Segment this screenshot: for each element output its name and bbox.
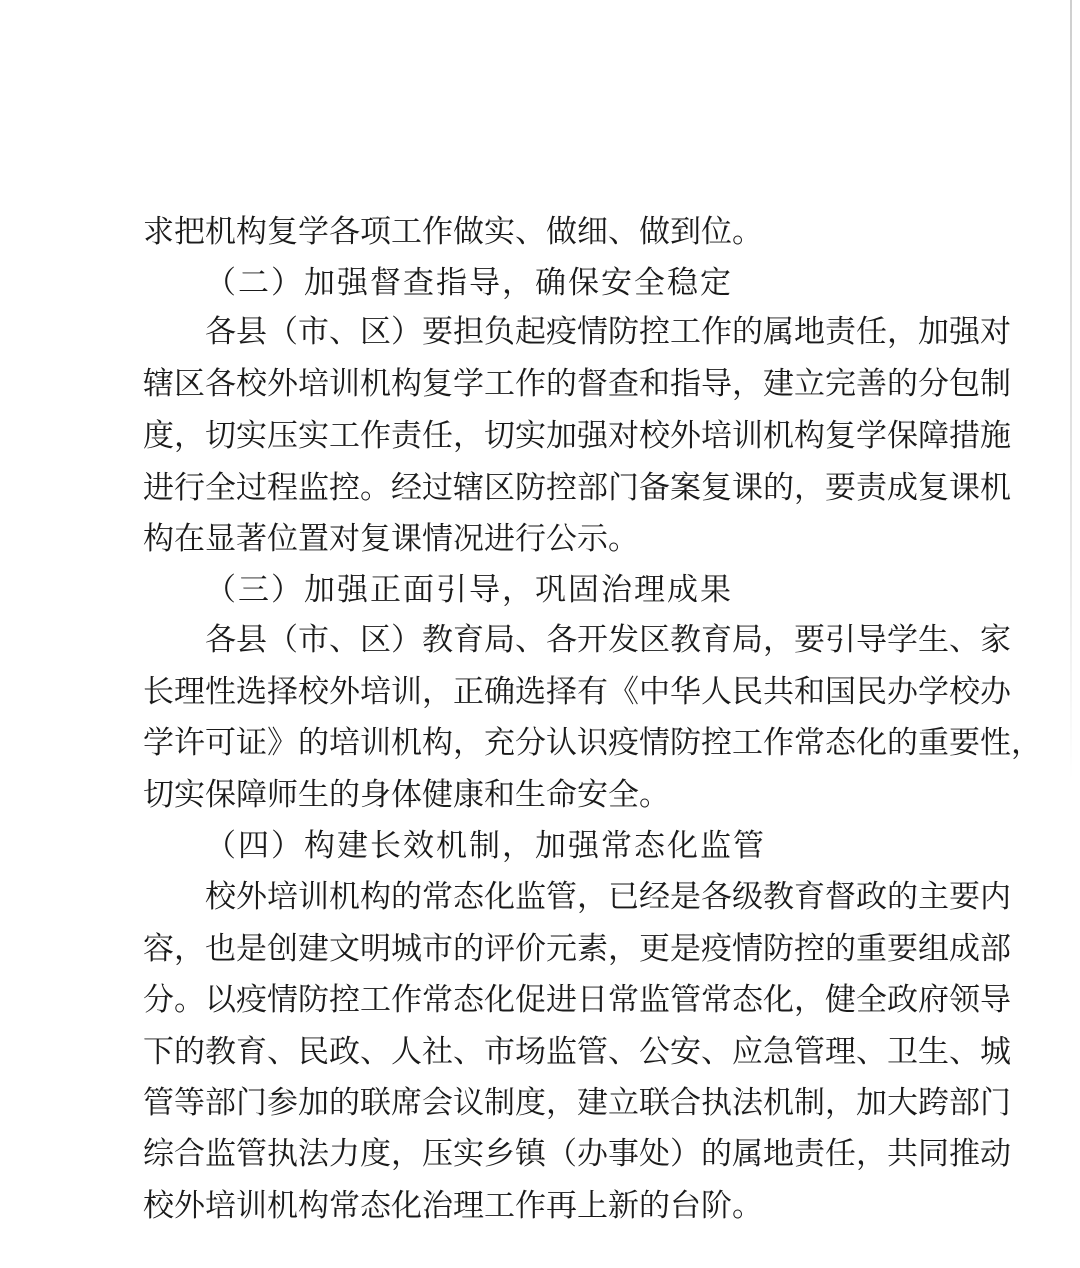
paragraph-line: 各县（市、区）要担负起疫情防控工作的属地责任，加强对 (205, 314, 1011, 350)
section-heading-4: （四）构建长效机制，加强常态化监管 (205, 828, 766, 864)
paragraph-line: 切实保障师生的身体健康和生命安全。 (143, 777, 670, 813)
section-heading-3: （三）加强正面引导，巩固治理成果 (205, 572, 733, 608)
paragraph-line: 求把机构复学各项工作做实、做细、做到位。 (143, 214, 763, 250)
paragraph-line: 容，也是创建文明城市的评价元素，更是疫情防控的重要组成部 (143, 931, 1011, 967)
paragraph-line: 各县（市、区）教育局、各开发区教育局，要引导学生、家 (205, 622, 1011, 658)
paragraph-line: 长理性选择校外培训，正确选择有《中华人民共和国民办学校办 (143, 674, 1011, 710)
section-heading-2: （二）加强督查指导，确保安全稳定 (205, 265, 733, 301)
paragraph-line: 分。以疫情防控工作常态化促进日常监管常态化，健全政府领导 (143, 982, 1011, 1018)
paragraph-line: 进行全过程监控。经过辖区防控部门备案复课的，要责成复课机 (143, 470, 1011, 506)
paragraph-line: 管等部门参加的联席会议制度，建立联合执法机制，加大跨部门 (143, 1085, 1011, 1121)
paragraph-line: 辖区各校外培训机构复学工作的督查和指导，建立完善的分包制 (143, 366, 1011, 402)
paragraph-line: 学许可证》的培训机构，充分认识疫情防控工作常态化的重要性， (143, 725, 1042, 761)
paragraph-line: 校外培训机构的常态化监管，已经是各级教育督政的主要内 (205, 879, 1011, 915)
paragraph-line: 下的教育、民政、人社、市场监管、公安、应急管理、卫生、城 (143, 1034, 1011, 1070)
paragraph-line: 综合监管执法力度，压实乡镇（办事处）的属地责任，共同推动 (143, 1136, 1011, 1172)
page-edge-line (1070, 0, 1072, 780)
paragraph-line: 校外培训机构常态化治理工作再上新的台阶。 (143, 1188, 763, 1224)
paragraph-line: 度，切实压实工作责任，切实加强对校外培训机构复学保障措施 (143, 418, 1011, 454)
paragraph-line: 构在显著位置对复课情况进行公示。 (143, 521, 639, 557)
